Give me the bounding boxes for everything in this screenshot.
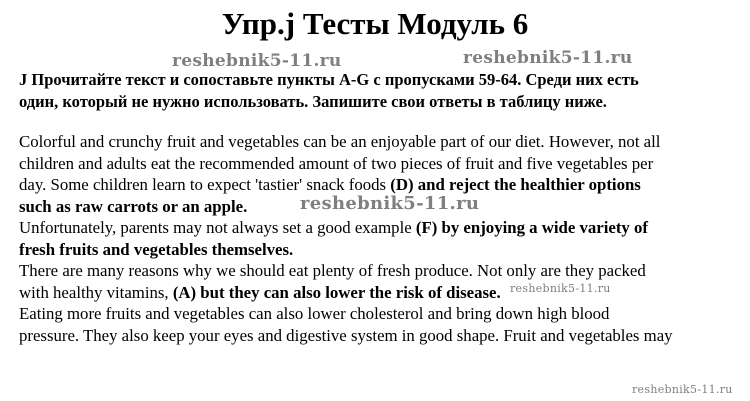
answer-text: (A) but they can also lower the risk of disease. [172,282,501,302]
plain-text: children and adults eat the recommended amount of two pieces of fruit and five vegetables per [19,153,654,173]
page-title: Упр.j Тесты Модуль 6 [221,6,529,41]
text-line [19,325,744,347]
reading-text [19,131,744,346]
text-line [19,217,744,239]
watermark: reshebnik5-11.ru [172,51,342,71]
watermark: reshebnik5-11.ru [632,383,733,396]
text-line [19,131,744,153]
instruction-line: один, который не нужно использовать. Запишите свои ответы в таблицу ниже. [19,92,607,111]
text-line [19,260,744,282]
plain-text: Colorful and crunchy fruit and vegetables can be an enjoyable part of our diet. However, not all [19,132,661,151]
instruction-line: J Прочитайте текст и сопоставьте пункты A-G с пропусками 59-64. Среди них есть [19,70,639,89]
answer-text: fresh fruits and vegetables themselves. [19,239,294,259]
watermark: reshebnik5-11.ru [463,48,633,68]
plain-text: with healthy vitamins, [19,282,173,302]
plain-text: pressure. They also keep your eyes and digestive system in good shape. Fruit and vegetables may [19,325,673,345]
text-line [19,282,744,304]
task-instructions [19,69,739,113]
answer-text: (F) by enjoying a wide variety of [415,218,649,237]
watermark: reshebnik5-11.ru [510,282,611,295]
answer-text: (D) and reject the healthier options [390,175,641,194]
plain-text: day. Some children learn to expect 'tastier' snack foods [19,175,391,194]
watermark: reshebnik5-11.ru [300,193,480,214]
plain-text: Unfortunately, parents may not always set a good example [19,218,416,237]
plain-text: Eating more fruits and vegetables can also lower cholesterol and bring down high blood [19,304,610,323]
text-line [19,303,744,325]
text-line [19,239,744,261]
answer-text: such as raw carrots or an apple. [19,196,248,216]
plain-text: There are many reasons why we should eat plenty of fresh produce. Not only are they packed [19,261,646,280]
text-line [19,153,744,175]
